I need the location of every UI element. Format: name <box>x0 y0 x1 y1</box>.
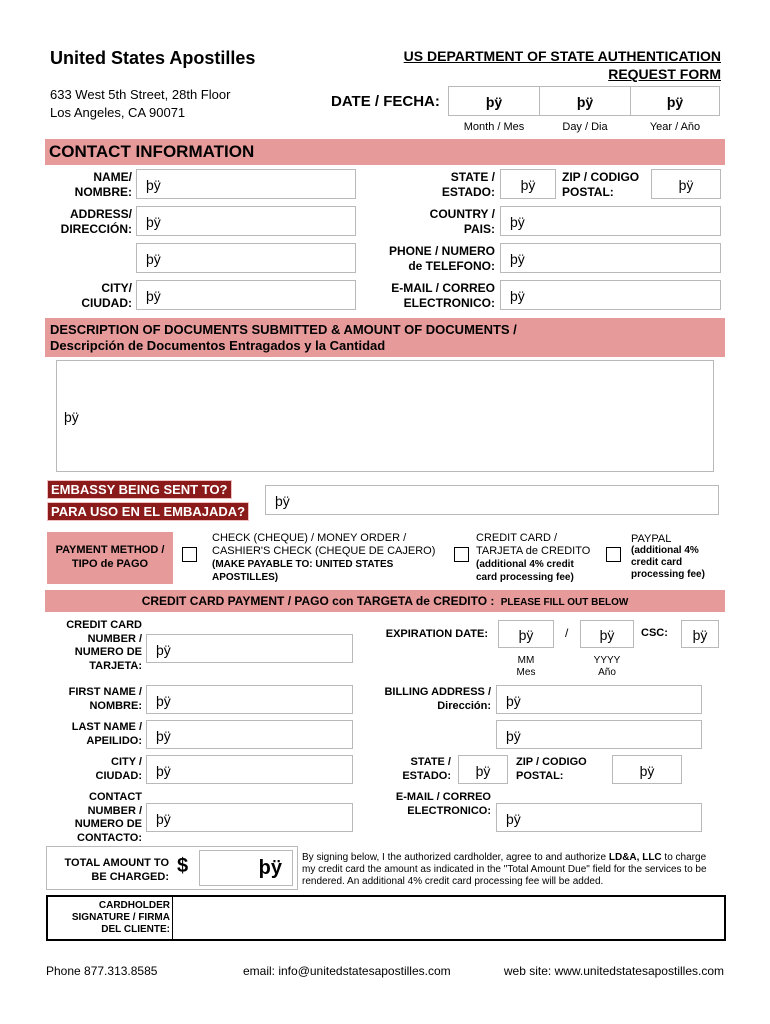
contact-zip-label-line1: ZIP / CODIGO <box>562 170 640 184</box>
total-label-line1: TOTAL AMOUNT TO <box>64 857 169 869</box>
card-option-line1: CREDIT CARD / <box>476 532 558 544</box>
last-name-field[interactable]: þÿ <box>146 720 353 749</box>
card-number-label-line4: TARJETA: <box>89 659 142 672</box>
footer-email[interactable]: email: info@unitedstatesapostilles.com <box>243 964 451 978</box>
contact-state-label-line2: ESTADO: <box>441 185 495 199</box>
contact-country-label-line2: PAIS: <box>463 222 495 236</box>
documents-section-title <box>50 322 517 354</box>
exp-separator: / <box>565 626 569 640</box>
card-state-field[interactable]: þÿ <box>458 755 508 784</box>
date-month-field[interactable]: þÿ <box>448 86 540 116</box>
contact-phone-label-line1: PHONE / NUMERO <box>388 244 495 258</box>
card-number-label-line3: NUMERO DE <box>74 646 142 658</box>
billing-address-label-line1: BILLING ADDRESS / <box>384 686 491 698</box>
embassy-label-line1: EMBASSY BEING SENT TO? <box>47 480 232 499</box>
contact-address-label-line1: ADDRESS/ <box>69 207 132 221</box>
contact-city-label-line1: CITY/ <box>101 281 132 295</box>
contact-city-label <box>40 281 132 311</box>
yyyy-caption <box>580 655 634 679</box>
card-email-field[interactable]: þÿ <box>496 803 702 832</box>
yyyy-caption-line1: YYYY <box>593 655 621 666</box>
credit-card-band-note: PLEASE FILL OUT BELOW <box>500 597 629 608</box>
card-number-field[interactable]: þÿ <box>146 634 353 663</box>
card-city-field[interactable]: þÿ <box>146 755 353 784</box>
card-city-label-line1: CITY / <box>111 756 142 768</box>
contact-name-label <box>40 170 132 200</box>
contact-number-label-line4: CONTACTO: <box>77 831 142 844</box>
contact-country-label <box>370 207 495 237</box>
exp-month-field[interactable]: þÿ <box>498 620 554 648</box>
embassy-field[interactable]: þÿ <box>265 485 719 515</box>
contact-number-label-line2: NUMBER / <box>87 804 142 817</box>
day-caption: Day / Dia <box>562 121 608 133</box>
contact-address-field[interactable]: þÿ <box>136 206 356 236</box>
check-payment-option <box>212 532 435 584</box>
footer-website[interactable]: web site: www.unitedstatesapostilles.com <box>503 964 724 978</box>
expiration-label: EXPIRATION DATE: <box>385 628 488 640</box>
check-option-note2: APOSTILLES) <box>212 572 279 583</box>
year-caption: Year / Aňo <box>649 121 701 133</box>
card-zip-field[interactable]: þÿ <box>612 755 682 784</box>
footer-phone: Phone 877.313.8585 <box>46 964 158 978</box>
contact-zip-label-line2: POSTAL: <box>562 185 614 199</box>
mm-caption-line2: Mes <box>516 667 536 678</box>
contact-name-label-line1: NAME/ <box>93 170 132 184</box>
check-option-line1: CHECK (CHEQUE) / MONEY ORDER / <box>212 532 407 544</box>
total-label-line2: BE CHARGED: <box>91 871 169 883</box>
check-option-line2: CASHIER'S CHECK (CHEQUE DE CAJERO) <box>212 545 436 557</box>
credit-card-checkbox[interactable] <box>454 547 469 562</box>
contact-name-label-line2: NOMBRE: <box>74 185 132 199</box>
date-year-field[interactable]: þÿ <box>630 86 720 116</box>
embassy-label-line2: PARA USO EN EL EMBAJADA? <box>47 502 249 521</box>
contact-city-field[interactable]: þÿ <box>136 280 356 310</box>
contact-section-title: CONTACT INFORMATION <box>49 142 255 161</box>
authorization-text <box>302 852 722 888</box>
card-state-label <box>380 756 451 783</box>
form-title-line1: US DEPARTMENT OF STATE AUTHENTICATION <box>403 48 721 64</box>
card-city-label <box>40 756 142 783</box>
paypal-option-line1: PAYPAL <box>631 533 672 545</box>
contact-phone-label <box>370 244 495 274</box>
signature-label-line2: SIGNATURE / FIRMA <box>71 912 170 923</box>
form-title <box>404 47 721 83</box>
card-zip-label <box>516 756 606 783</box>
billing-address-label <box>360 686 491 713</box>
card-zip-label-line1: ZIP / CODIGO <box>516 756 587 768</box>
credit-card-band-title <box>45 594 725 608</box>
exp-year-field[interactable]: þÿ <box>580 620 634 648</box>
mm-caption-line1: MM <box>517 655 535 666</box>
card-zip-label-line2: POSTAL: <box>516 769 564 782</box>
csc-field[interactable]: þÿ <box>681 620 719 648</box>
authorization-text-part1: By signing below, I the authorized cardholder, agree to and authorize <box>302 852 609 863</box>
contact-state-field[interactable]: þÿ <box>500 169 556 199</box>
credit-card-band-title-text: CREDIT CARD PAYMENT / PAGO con TARGETA de CREDITO : <box>141 594 495 608</box>
contact-address2-field[interactable]: þÿ <box>136 243 356 273</box>
yyyy-caption-line2: Año <box>598 667 616 678</box>
month-caption: Month / Mes <box>463 121 525 133</box>
contact-city-label-line2: CIUDAD: <box>81 296 132 310</box>
card-email-label <box>360 791 491 818</box>
company-address-line1: 633 West 5th Street, 28th Floor <box>50 87 231 102</box>
contact-number-label-line1: CONTACT <box>89 791 142 803</box>
first-name-label-line1: FIRST NAME / <box>68 686 142 698</box>
contact-country-label-line1: COUNTRY / <box>429 207 495 221</box>
contact-zip-label <box>562 170 652 200</box>
last-name-label-line2: APEILIDO: <box>86 734 142 747</box>
contact-email-label-line2: ELECTRONICO: <box>403 296 495 310</box>
authorization-text-part2: to charge my credit card the amount as indicated in the "Total Amount Due" field for the services to be rendered. An additional 4% credit card processing fee will be added. <box>302 852 707 887</box>
contact-country-field[interactable]: þÿ <box>500 206 721 236</box>
contact-number-field[interactable]: þÿ <box>146 803 353 832</box>
paypal-checkbox[interactable] <box>606 547 621 562</box>
card-email-label-line2: ELECTRONICO: <box>407 804 491 817</box>
documents-description-field[interactable]: þÿ <box>56 360 714 472</box>
documents-title-line1: DESCRIPTION OF DOCUMENTS SUBMITTED & AMOUNT OF DOCUMENTS / <box>50 322 517 337</box>
contact-zip-field[interactable]: þÿ <box>651 169 721 199</box>
total-label <box>48 856 169 884</box>
csc-label: CSC: <box>641 627 668 639</box>
signature-label-divider <box>172 897 173 939</box>
card-option-note1: (additional 4% credit <box>476 559 574 570</box>
contact-address-label <box>40 207 132 237</box>
documents-title-line2: Descripción de Documentos Entragados y la Cantidad <box>50 338 386 353</box>
signature-label <box>50 900 170 936</box>
check-payment-checkbox[interactable] <box>182 547 197 562</box>
last-name-label-line1: LAST NAME / <box>71 721 142 733</box>
payment-method-label-line2: TIPO de PAGO <box>71 558 149 570</box>
card-number-label-line1: CREDIT CARD <box>66 619 142 631</box>
card-email-label-line1: E-MAIL / CORREO <box>395 791 491 803</box>
last-name-label <box>40 721 142 748</box>
paypal-option <box>631 533 705 581</box>
credit-card-option <box>476 532 590 584</box>
contact-email-label <box>370 281 495 311</box>
company-name: United States Apostilles <box>50 48 256 68</box>
currency-symbol: $ <box>177 855 189 877</box>
card-option-line2: TARJETA de CREDITO <box>476 545 591 557</box>
date-label: DATE / FECHA: <box>331 93 440 110</box>
contact-number-label-line3: NUMERO DE <box>74 818 142 830</box>
signature-label-line1: CARDHOLDER <box>98 900 170 911</box>
first-name-field[interactable]: þÿ <box>146 685 353 714</box>
card-state-label-line2: ESTADO: <box>402 769 451 782</box>
contact-state-label <box>400 170 495 200</box>
card-option-note2: card processing fee) <box>476 572 574 583</box>
contact-email-label-line1: E-MAIL / CORREO <box>391 281 495 295</box>
billing-address-field[interactable]: þÿ <box>496 685 702 714</box>
card-number-label <box>40 619 142 673</box>
contact-address-label-line2: DIRECCIÓN: <box>60 222 132 236</box>
payment-method-label-line1: PAYMENT METHOD / <box>55 544 165 556</box>
paypal-option-note2: credit card <box>631 557 683 568</box>
payment-method-label <box>47 543 173 571</box>
contact-name-field[interactable]: þÿ <box>136 169 356 199</box>
form-title-line2: REQUEST FORM <box>608 66 721 82</box>
authorization-company: LD&A, LLC <box>608 852 662 863</box>
first-name-label-line2: NOMBRE: <box>89 699 142 712</box>
paypal-option-note3: processing fee) <box>631 569 705 580</box>
billing-address-label-line2: Dirección: <box>437 699 491 712</box>
contact-number-label <box>40 791 142 845</box>
billing-address2-field[interactable]: þÿ <box>496 720 702 749</box>
paypal-option-note1: (additional 4% <box>631 545 699 556</box>
contact-state-label-line1: STATE / <box>450 170 495 184</box>
total-amount-field[interactable]: þÿ <box>199 850 293 886</box>
first-name-label <box>40 686 142 713</box>
company-address-line2: Los Angeles, CA 90071 <box>50 105 186 120</box>
mm-caption <box>498 655 554 679</box>
date-day-field[interactable]: þÿ <box>539 86 631 116</box>
check-option-note1: (MAKE PAYABLE TO: UNITED STATES <box>212 559 394 570</box>
card-state-label-line1: STATE / <box>410 756 451 768</box>
signature-label-line3: DEL CLIENTE: <box>101 924 170 935</box>
card-city-label-line2: CIUDAD: <box>95 769 142 782</box>
contact-phone-label-line2: de TELEFONO: <box>408 259 495 273</box>
card-number-label-line2: NUMBER / <box>87 632 142 645</box>
contact-phone-field[interactable]: þÿ <box>500 243 721 273</box>
contact-email-field[interactable]: þÿ <box>500 280 721 310</box>
